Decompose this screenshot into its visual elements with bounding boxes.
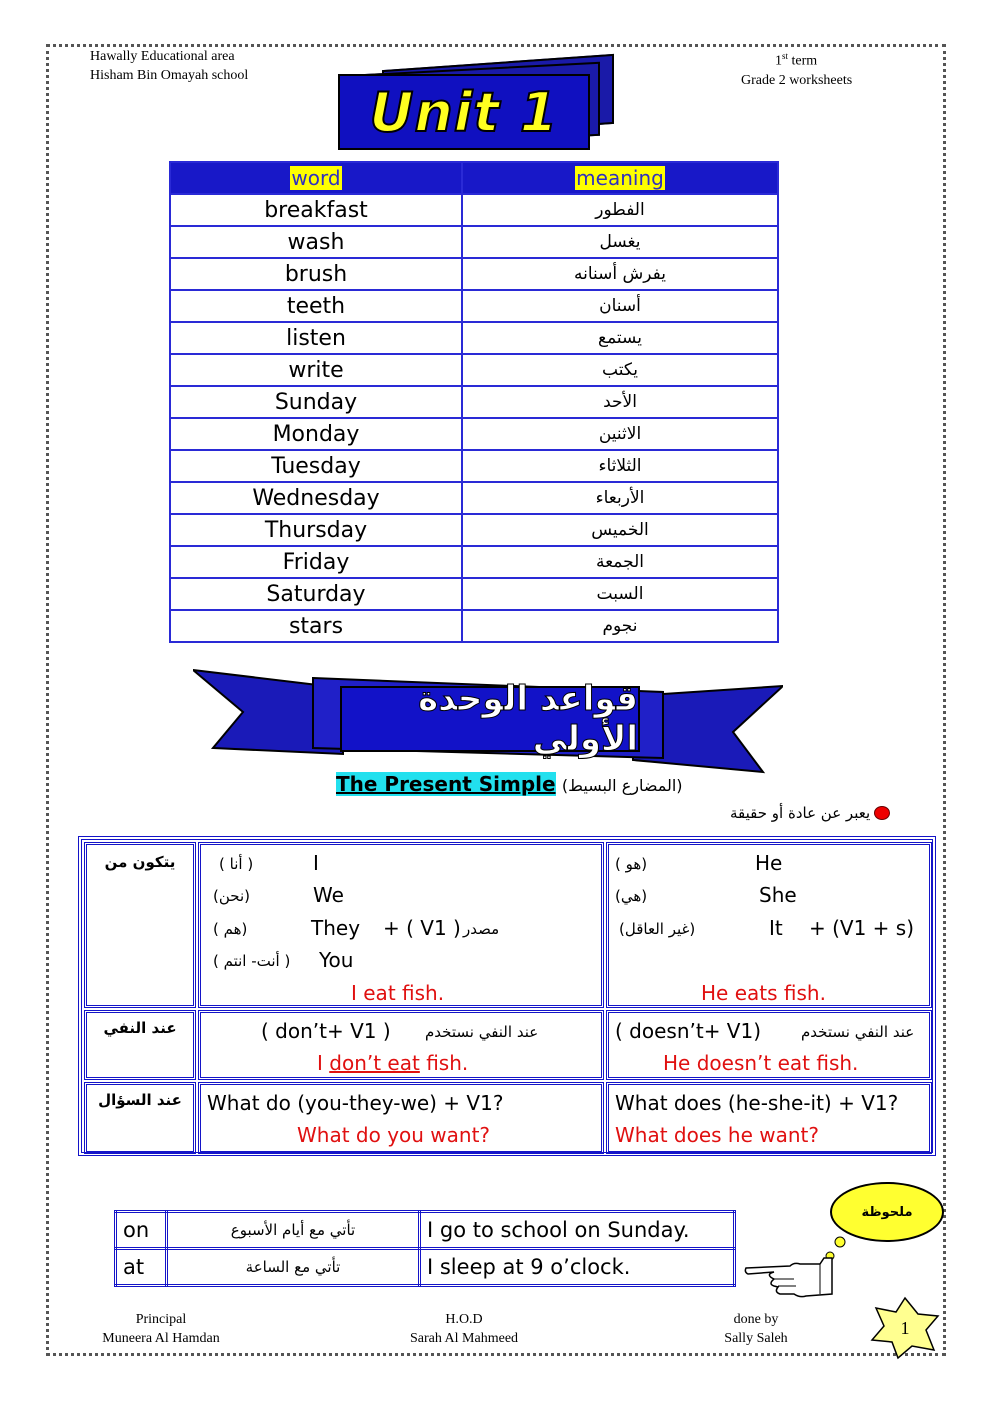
preposition-word: on: [116, 1212, 167, 1249]
hod-name: Sarah Al Mahmeed: [409, 1331, 519, 1346]
negative-rule-ar: عند النفي نستخدم: [425, 1023, 539, 1041]
vocab-row: [170, 482, 778, 514]
note-label: ملحوظة: [861, 1204, 913, 1220]
vocab-meaning: الجمعة: [462, 546, 778, 578]
vocab-meaning: الأحد: [462, 386, 778, 418]
vocab-word: Wednesday: [170, 482, 462, 514]
vocab-word: Saturday: [170, 578, 462, 610]
footer-principal: [88, 1310, 234, 1348]
vocab-meaning: أسنان: [462, 290, 778, 322]
pronoun-ar: ( أنت- انتم ): [213, 952, 291, 970]
negative-rule-ar: عند النفي نستخدم: [801, 1023, 915, 1041]
negative-label-cell: [84, 1010, 196, 1080]
vocab-row: [170, 514, 778, 546]
school-name: Hisham Bin Omayah school: [90, 68, 249, 83]
vocab-row: [170, 386, 778, 418]
red-bullet-icon: [874, 806, 890, 820]
vocab-row: [170, 546, 778, 578]
principal-name: Muneera Al Hamdan: [102, 1331, 220, 1346]
pronoun-en: You: [319, 948, 354, 972]
area-name: Hawally Educational area: [90, 49, 235, 64]
rules-title: قواعد الوحدة الأولي: [340, 686, 640, 752]
formation-left-cell: [198, 842, 604, 1008]
pronoun-en: She: [759, 883, 797, 907]
question-left-cell: [198, 1082, 604, 1154]
preposition-usage: تأتي مع الساعة: [167, 1249, 420, 1286]
vocab-meaning: الفطور: [462, 194, 778, 226]
hod-title: H.O.D: [445, 1312, 483, 1327]
example-sentence: I eat fish.: [351, 981, 445, 1005]
negative-rule: ( doesn’t+ V1): [615, 1019, 762, 1043]
pronoun-en: I: [313, 851, 319, 875]
vocab-row: [170, 226, 778, 258]
present-simple-heading: [336, 772, 683, 796]
header-right: [741, 47, 852, 90]
page-number-badge: [868, 1296, 942, 1360]
vocab-row: [170, 418, 778, 450]
vocab-row: [170, 290, 778, 322]
pronoun-ar: ( هو): [615, 855, 648, 873]
preposition-row: [116, 1249, 735, 1286]
page-number: 1: [900, 1317, 910, 1338]
habit-note: [730, 804, 890, 822]
vocab-row: [170, 322, 778, 354]
question-right-cell: [606, 1082, 932, 1154]
pronoun-ar: (هي): [615, 887, 648, 905]
grade-label: Grade 2 worksheets: [741, 72, 853, 88]
question-example: What do you want?: [297, 1123, 491, 1147]
question-label-cell: [84, 1082, 196, 1154]
preposition-usage: تأتي مع أيام الأسبوع: [167, 1212, 420, 1249]
present-simple-title: The Present Simple: [336, 772, 556, 796]
formation-label: يتكون من: [104, 853, 176, 871]
habit-text: يعبر عن عادة أو حقيقة: [730, 804, 871, 822]
vocab-meaning: الثلاثاء: [462, 450, 778, 482]
pronoun-en: It: [769, 916, 783, 940]
vocab-row: [170, 258, 778, 290]
formation-rule-ar: مصدر: [463, 920, 500, 938]
preposition-row: [116, 1212, 735, 1249]
negative-example: He doesn’t eat fish.: [663, 1051, 859, 1075]
term-label: 1st term: [775, 51, 818, 69]
preposition-example: I go to school on Sunday.: [420, 1212, 735, 1249]
formation-label-cell: [84, 842, 196, 1008]
formation-rule: + ( V1 ): [383, 916, 461, 940]
vocab-word: Tuesday: [170, 450, 462, 482]
vocab-meaning: السبت: [462, 578, 778, 610]
vocab-word: write: [170, 354, 462, 386]
formation-right-cell: [606, 842, 932, 1008]
note-cloud: [830, 1182, 944, 1242]
preposition-word: at: [116, 1249, 167, 1286]
vocab-meaning: يستمع: [462, 322, 778, 354]
example-sentence: He eats fish.: [701, 981, 826, 1005]
negative-right-cell: [606, 1010, 932, 1080]
question-rule: What do (you-they-we) + V1?: [207, 1091, 504, 1115]
preposition-example: I sleep at 9 o’clock.: [420, 1249, 735, 1286]
footer-hod: [394, 1310, 534, 1348]
pronoun-ar: ( أنا ): [219, 855, 254, 873]
pronoun-en: He: [755, 851, 783, 875]
vocab-row: [170, 578, 778, 610]
vocab-row: [170, 194, 778, 226]
pointing-hand-icon: [744, 1254, 834, 1300]
word-header: word: [291, 165, 341, 190]
vocab-meaning: الاثنين: [462, 418, 778, 450]
vocab-meaning: يفرش أسنانه: [462, 258, 778, 290]
header-left: [90, 47, 248, 85]
vocab-meaning: الأربعاء: [462, 482, 778, 514]
vocab-row: [170, 354, 778, 386]
present-simple-arabic: (المضارع البسيط): [561, 776, 683, 795]
vocab-word: brush: [170, 258, 462, 290]
pronoun-ar: ( هم): [213, 920, 248, 938]
vocab-table: [169, 161, 779, 643]
meaning-header: meaning: [576, 165, 664, 190]
vocab-word: Thursday: [170, 514, 462, 546]
vocab-word: listen: [170, 322, 462, 354]
grammar-table: [78, 836, 936, 1156]
negative-rule: ( don’t+ V1 ): [261, 1019, 391, 1043]
vocab-header-row: [170, 162, 778, 194]
pronoun-en: They: [311, 916, 361, 940]
vocab-word: teeth: [170, 290, 462, 322]
vocab-meaning: الخميس: [462, 514, 778, 546]
vocab-row: [170, 450, 778, 482]
vocab-word: Friday: [170, 546, 462, 578]
prepositions-table: [114, 1210, 736, 1287]
done-by-name: Sally Saleh: [724, 1331, 788, 1346]
question-label: عند السؤال: [98, 1091, 182, 1109]
unit-title: Unit 1: [369, 80, 559, 144]
negative-example: I don’t eat fish.: [317, 1051, 469, 1075]
vocab-word: Sunday: [170, 386, 462, 418]
vocab-row: [170, 610, 778, 642]
footer-done-by: [710, 1310, 802, 1348]
done-by-title: done by: [733, 1312, 779, 1327]
vocab-meaning: يغسل: [462, 226, 778, 258]
vocab-word: breakfast: [170, 194, 462, 226]
negative-label: عند النفي: [103, 1019, 177, 1037]
vocab-word: stars: [170, 610, 462, 642]
vocab-meaning: يكتب: [462, 354, 778, 386]
question-rule: What does (he-she-it) + V1?: [615, 1091, 899, 1115]
principal-title: Principal: [135, 1312, 187, 1327]
vocab-meaning: نجوم: [462, 610, 778, 642]
vocab-word: wash: [170, 226, 462, 258]
question-example: What does he want?: [615, 1123, 820, 1147]
pronoun-ar: (غير العاقل): [619, 920, 696, 938]
negative-left-cell: [198, 1010, 604, 1080]
pronoun-ar: (نحن): [213, 887, 250, 905]
pronoun-en: We: [313, 883, 344, 907]
formation-rule: + (V1 + s): [809, 916, 915, 940]
unit-banner: [338, 74, 590, 150]
vocab-word: Monday: [170, 418, 462, 450]
